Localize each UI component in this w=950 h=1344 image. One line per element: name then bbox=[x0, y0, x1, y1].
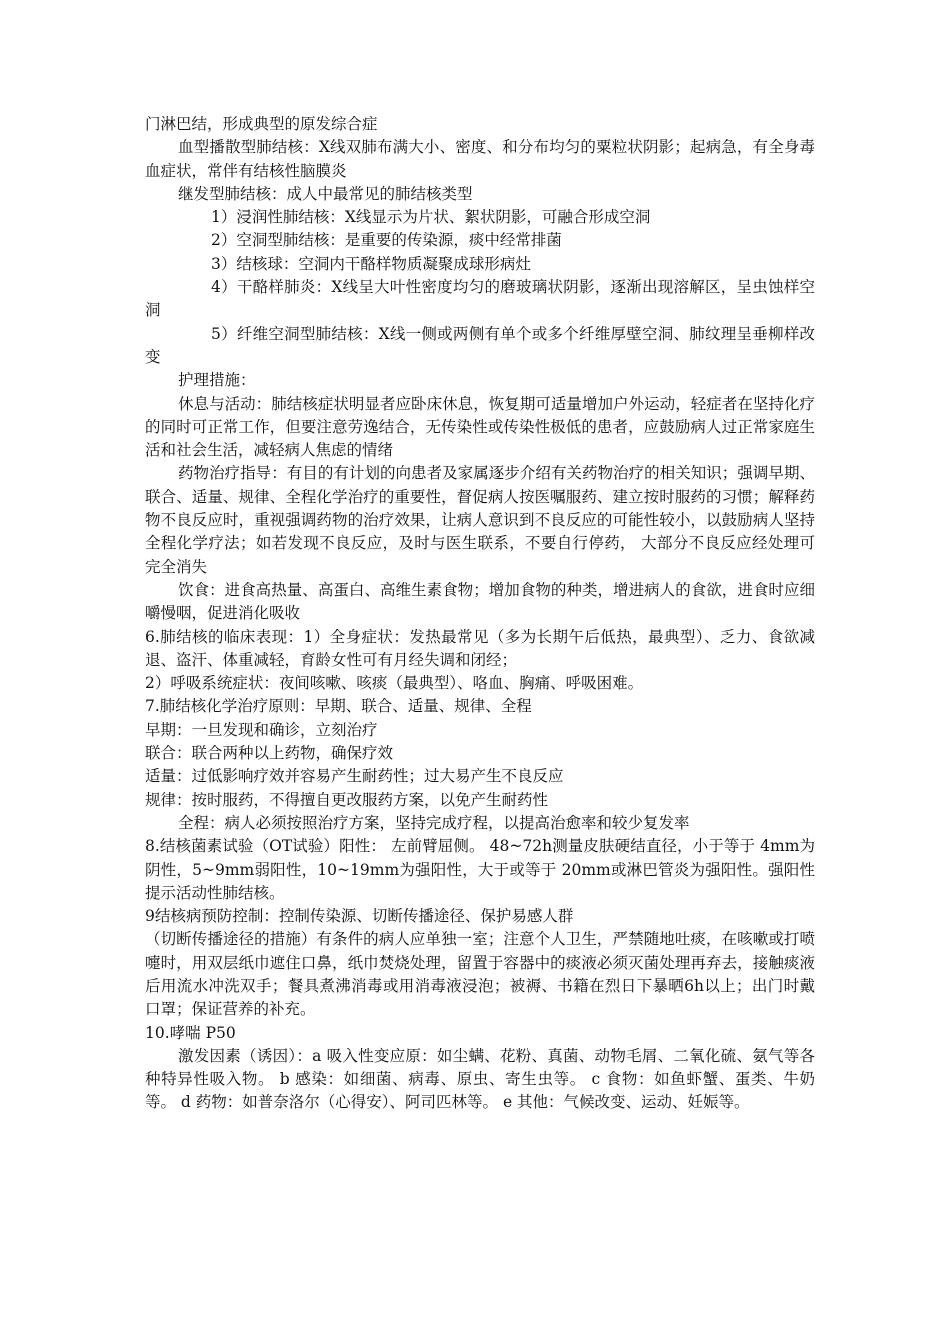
paragraph: 血型播散型肺结核：X线双肺布满大小、密度、和分布均匀的粟粒状阴影；起病急，有全身毒血症状，常伴有结核性脑膜炎 bbox=[145, 138, 815, 180]
paragraph: 饮食：进食高热量、高蛋白、高维生素食物；增加食物的种类，增进病人的食欲，进食时应细嚼慢咽，促进消化吸收 bbox=[145, 580, 815, 623]
paragraph: 5）纤维空洞型肺结核：X线一侧或两侧有单个或多个纤维厚壁空洞、肺纹理呈垂柳样改变 bbox=[145, 324, 815, 366]
paragraph: 7.肺结核化学治疗原则：早期、联合、适量、规律、全程 bbox=[145, 697, 532, 716]
paragraph: 全程：病人必须按照治疗方案，坚持完成疗程，以提高治愈率和较少复发率 bbox=[178, 813, 690, 832]
paragraph: 3）结核球：空洞内干酪样物质凝聚成球形病灶 bbox=[211, 254, 531, 273]
paragraph: 早期：一旦发现和确诊，立刻治疗 bbox=[145, 720, 378, 739]
paragraph: 联合：联合两种以上药物，确保疗效 bbox=[145, 744, 394, 763]
paragraph: 继发型肺结核：成人中最常见的肺结核类型 bbox=[178, 184, 473, 203]
paragraph: 9结核病预防控制：控制传染源、切断传播途径、保护易感人群 bbox=[145, 907, 574, 926]
paragraph: 适量：过低影响疗效并容易产生耐药性；过大易产生不良反应 bbox=[145, 767, 564, 786]
paragraph: 规律：按时服药，不得擅自更改服药方案，以免产生耐药性 bbox=[145, 790, 549, 809]
paragraph: 休息与活动：肺结核症状明显者应卧床休息，恢复期可适量增加户外运动，轻症者在坚持化疗的同时可正常工作，但要注意劳逸结合，无传染性或传染性极低的患者，应鼓励病人过正常家庭生活和社会生活，减轻病人焦虑的情绪 bbox=[145, 394, 815, 460]
paragraph: 2）呼吸系统症状：夜间咳嗽、咳痰（最典型）、咯血、胸痛、呼吸困难。 bbox=[145, 674, 644, 693]
paragraph: 10.哮喘 P50 bbox=[145, 1023, 236, 1042]
paragraph: 药物治疗指导：有目的有计划的向患者及家属逐步介绍有关药物治疗的相关知识；强调早期、联合、适量、规律、全程化学治疗的重要性，督促病人按医嘱服药、建立按时服药的习惯；解释药物不良反应时，重视强调药物的治疗效果，让病人意识到不良反应的可能性较小，以鼓励病人坚持全程化学疗法；如若发现不良反应，及时与医生联系，不要自行停药， 大部分不良反应经处理可完全消失 bbox=[145, 464, 815, 576]
paragraph: 激发因素（诱因）：a 吸入性变应原：如尘螨、花粉、真菌、动物毛屑、二氧化硫、氨气等各种特异性吸入物。 b 感染：如细菌、病毒、原虫、寄生虫等。 c 食物：如鱼虾蟹、蛋类、牛奶等。 d 药物：如普奈洛尔（心得安）、阿司匹林等。 e 其他：气候改变、运动、妊娠等。 bbox=[145, 1046, 815, 1112]
paragraph: 门淋巴结，形成典型的原发综合症 bbox=[145, 115, 378, 133]
paragraph: 4）干酪样肺炎：X线呈大叶性密度均匀的磨玻璃状阴影，逐渐出现溶解区，呈虫蚀样空洞 bbox=[145, 278, 815, 320]
paragraph: 护理措施： bbox=[178, 371, 256, 390]
paragraph: 8.结核菌素试验（OT试验）阳性： 左前臂屈侧。 48~72h测量皮肤硬结直径，小于等于 4mm为阴性，5~9mm弱阳性，10~19mm为强阳性，大于或等于 20mm或淋巴管炎为强阳性。强阳性提示活动性肺结核。 bbox=[145, 837, 815, 902]
paragraph: 2）空洞型肺结核：是重要的传染源，痰中经常排菌 bbox=[211, 231, 562, 250]
paragraph: 1）浸润性肺结核：X线显示为片状、絮状阴影，可融合形成空洞 bbox=[211, 208, 651, 227]
document-body bbox=[145, 113, 815, 1115]
paragraph: 6.肺结核的临床表现：1）全身症状：发热最常见（多为长期午后低热，最典型）、乏力、食欲减退、盗汗、体重减轻，育龄女性可有月经失调和闭经； bbox=[145, 627, 815, 669]
paragraph: （切断传播途径的措施）有条件的病人应单独一室；注意个人卫生，严禁随地吐痰，在咳嗽或打喷嚏时，用双层纸巾遮住口鼻，纸巾焚烧处理，留置于容器中的痰液必须灭菌处理再弃去，接触痰液后用流水冲洗双手；餐具煮沸消毒或用消毒液浸泡；被褥、书籍在烈日下暴晒6h以上；出门时戴口罩；保证营养的补充。 bbox=[145, 930, 815, 1019]
